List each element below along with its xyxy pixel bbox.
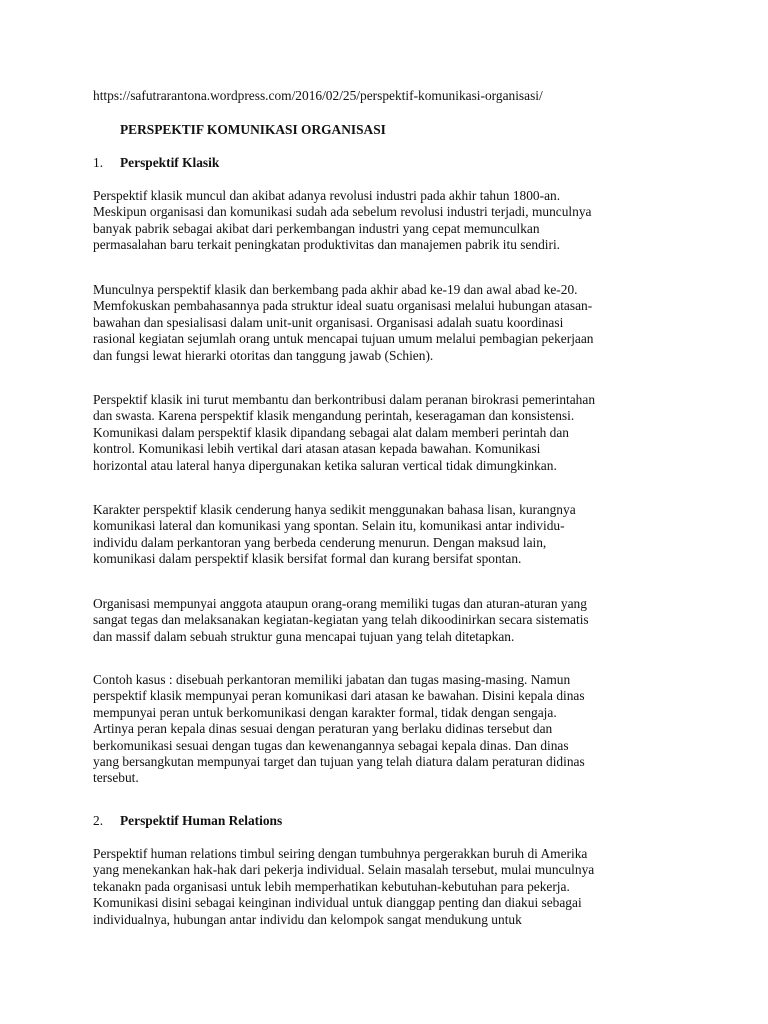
paragraph-line: komunikasi dalam perspektif klasik bersifat formal dan kurang bersifat spontan.: [93, 551, 522, 567]
paragraph-line: bawahan dan spesialisasi dalam unit-unit organisasi. Organisasi adalah suatu koordinasi: [93, 314, 564, 330]
paragraph-line: permasalahan baru terkait peningkatan produktivitas dan manajemen pabrik itu sendiri.: [93, 237, 561, 253]
paragraph-5: [93, 596, 693, 645]
paragraph-6: [93, 672, 693, 787]
paragraph-line: Perspektif klasik muncul dan akibat adanya revolusi industri pada akhir tahun 1800-an.: [93, 188, 561, 203]
paragraph-3: [93, 392, 693, 474]
paragraph-line: yang menekankan hak-hak dari pekerja individual. Selain masalah tersebut, mulai munculnya: [93, 862, 595, 878]
paragraph-2: [93, 282, 693, 364]
paragraph-line: Memfokuskan pembahasannya pada struktur ideal suatu organisasi melalui hubungan atasan-: [93, 298, 593, 314]
section-number-2: 2.: [93, 813, 104, 828]
paragraph-line: Artinya peran kepala dinas sesuai dengan peraturan yang berlaku didinas tersebut dan: [93, 721, 553, 737]
paragraph-7: [93, 846, 693, 928]
paragraph-line: individu dalam perkantoran yang berbeda cenderung menurun. Dengan maksud lain,: [93, 534, 547, 550]
paragraph-4: [93, 502, 693, 568]
paragraph-line: Munculnya perspektif klasik dan berkembang pada akhir abad ke-19 dan awal abad ke-20.: [93, 282, 578, 297]
source-url: https://safutrarantona.wordpress.com/2016/02/25/perspektif-komunikasi-organisasi/: [93, 88, 543, 103]
paragraph-line: Komunikasi dalam perspektif klasik dipandang sebagai alat dalam memberi perintah dan: [93, 424, 569, 440]
paragraph-line: Karakter perspektif klasik cenderung hanya sedikit menggunakan bahasa lisan, kurangnya: [93, 502, 576, 517]
paragraph-line: horizontal atau lateral hanya dipergunakan ketika saluran vertical tidak dimungkinkan.: [93, 457, 557, 473]
paragraph-line: kontrol. Komunikasi lebih vertikal dari atasan atasan kepada bawahan. Komunikasi: [93, 441, 541, 457]
paragraph-line: Perspektif klasik ini turut membantu dan berkontribusi dalam peranan birokrasi pemerintahan: [93, 392, 596, 407]
paragraph-line: Perspektif human relations timbul seiring dengan tumbuhnya pergerakkan buruh di Amerika: [93, 846, 588, 861]
section-title-1: Perspektif Klasik: [120, 155, 220, 170]
paragraph-line: Meskipun organisasi dan komunikasi sudah ada sebelum revolusi industri terjadi, munculnya: [93, 204, 592, 220]
document-title: PERSPEKTIF KOMUNIKASI ORGANISASI: [120, 122, 386, 137]
paragraph-line: dan massif dalam sebuah struktur guna mencapai tujuan yang telah ditetapkan.: [93, 628, 515, 644]
paragraph-line: dan swasta. Karena perspektif klasik mengandung perintah, keseragaman dan konsistensi.: [93, 408, 575, 424]
paragraph-line: individualnya, hubungan antar individu dan kelompok sangat mendukung untuk: [93, 911, 522, 927]
paragraph-line: dan fungsi lewat hierarki otoritas dan tanggung jawab (Schien).: [93, 347, 434, 363]
paragraph-line: Komunikasi disini sebagai keinginan individual untuk dianggap penting dan diakui sebagai: [93, 895, 582, 911]
paragraph-line: yang bersangkutan mempunyai target dan tujuan yang telah diatura dalam peraturan didinas: [93, 754, 585, 770]
section-heading-1: [93, 155, 693, 171]
paragraph-line: rasional kegiatan sejumlah orang untuk mencapai tujuan umum melalui pembagian pekerjaan: [93, 331, 594, 347]
paragraph-line: Organisasi mempunyai anggota ataupun orang-orang memiliki tugas dan aturan-aturan yang: [93, 596, 587, 611]
paragraph-line: komunikasi lateral dan komunikasi yang spontan. Selain itu, komunikasi antar individu-: [93, 518, 565, 534]
section-number-1: 1.: [93, 155, 104, 170]
paragraph-1: [93, 188, 693, 254]
paragraph-line: mempunyai peran untuk berkomunikasi dengan karakter formal, tidak dengan sengaja.: [93, 704, 557, 720]
paragraph-line: perspektif klasik mempunyai peran komunikasi dari atasan ke bawahan. Disini kepala dinas: [93, 688, 585, 704]
paragraph-line: sangat tegas dan melaksanakan kegiatan-kegiatan yang telah dikoodinirkan secara sistematis: [93, 612, 589, 628]
section-title-2: Perspektif Human Relations: [120, 813, 283, 828]
paragraph-line: tersebut.: [93, 770, 139, 786]
paragraph-line: banyak pabrik sebagai akibat dari perkembangan industri yang cepat memunculkan: [93, 220, 540, 236]
section-heading-2: [93, 813, 693, 829]
paragraph-line: Contoh kasus : disebuah perkantoran memiliki jabatan dan tugas masing-masing. Namun: [93, 672, 571, 687]
paragraph-line: berkomunikasi sesuai dengan tugas dan kewenangannya sebagai kepala dinas. Dan dinas: [93, 737, 569, 753]
paragraph-line: tekanakn pada organisasi untuk lebih memperhatikan kebutuhan-kebutuhan para pekerja.: [93, 878, 570, 894]
